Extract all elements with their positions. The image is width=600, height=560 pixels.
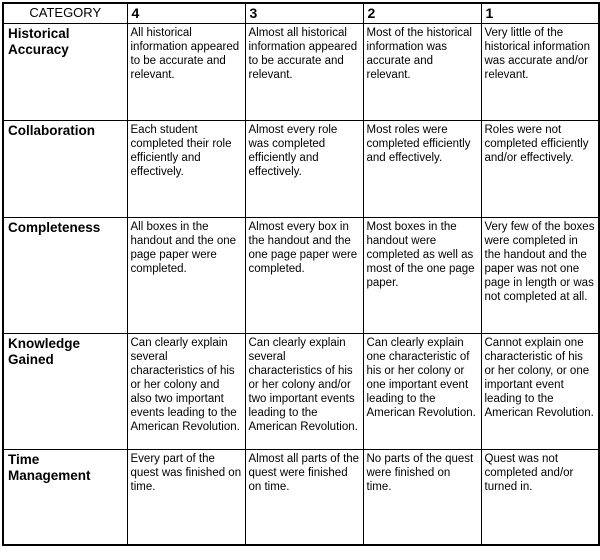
descriptor-cell: Quest was not completed and/or turned in. — [481, 450, 599, 546]
descriptor-cell: Most roles were completed efficiently and effectively. — [363, 121, 481, 218]
criterion-time-management: Time Management — [3, 450, 127, 546]
score-header-2: 2 — [363, 3, 481, 24]
table-row — [3, 218, 599, 334]
table-row — [3, 24, 599, 121]
descriptor-cell: Very little of the historical information was accurate and/or relevant. — [481, 24, 599, 121]
criterion-collaboration: Collaboration — [3, 121, 127, 218]
descriptor-cell: Roles were not completed efficiently and/or effectively. — [481, 121, 599, 218]
descriptor-cell: Cannot explain one characteristic of his or her colony, or one important event leading to the American Revolution. — [481, 334, 599, 450]
descriptor-cell: All boxes in the handout and the one page paper were completed. — [127, 218, 245, 334]
table-row — [3, 334, 599, 450]
criterion-historical-accuracy: Historical Accuracy — [3, 24, 127, 121]
descriptor-cell: Almost all parts of the quest were finished on time. — [245, 450, 363, 546]
table-row — [3, 121, 599, 218]
score-header-1: 1 — [481, 3, 599, 24]
category-header: CATEGORY — [3, 3, 127, 24]
descriptor-cell: All historical information appeared to be accurate and relevant. — [127, 24, 245, 121]
criterion-knowledge-gained: Knowledge Gained — [3, 334, 127, 450]
descriptor-cell: Very few of the boxes were completed in the handout and the paper was not one page in length or was not completed at all. — [481, 218, 599, 334]
descriptor-cell: Each student completed their role efficiently and effectively. — [127, 121, 245, 218]
descriptor-cell: No parts of the quest were finished on time. — [363, 450, 481, 546]
descriptor-cell: Can clearly explain several characteristics of his or her colony and/or two important events leading to the American Revolution. — [245, 334, 363, 450]
header-row — [3, 3, 599, 24]
descriptor-cell: Almost every box in the handout and the one page paper were completed. — [245, 218, 363, 334]
table-row — [3, 450, 599, 546]
descriptor-cell: Almost all historical information appeared to be accurate and relevant. — [245, 24, 363, 121]
descriptor-cell: Every part of the quest was finished on time. — [127, 450, 245, 546]
score-header-4: 4 — [127, 3, 245, 24]
descriptor-cell: Almost every role was completed efficiently and effectively. — [245, 121, 363, 218]
descriptor-cell: Can clearly explain one characteristic of his or her colony or one important event leading to the American Revolution. — [363, 334, 481, 450]
descriptor-cell: Most boxes in the handout were completed as well as most of the one page paper. — [363, 218, 481, 334]
rubric-table — [2, 2, 600, 546]
descriptor-cell: Most of the historical information was accurate and relevant. — [363, 24, 481, 121]
criterion-completeness: Completeness — [3, 218, 127, 334]
score-header-3: 3 — [245, 3, 363, 24]
descriptor-cell: Can clearly explain several characteristics of his or her colony and also two important events leading to the American Revolution. — [127, 334, 245, 450]
